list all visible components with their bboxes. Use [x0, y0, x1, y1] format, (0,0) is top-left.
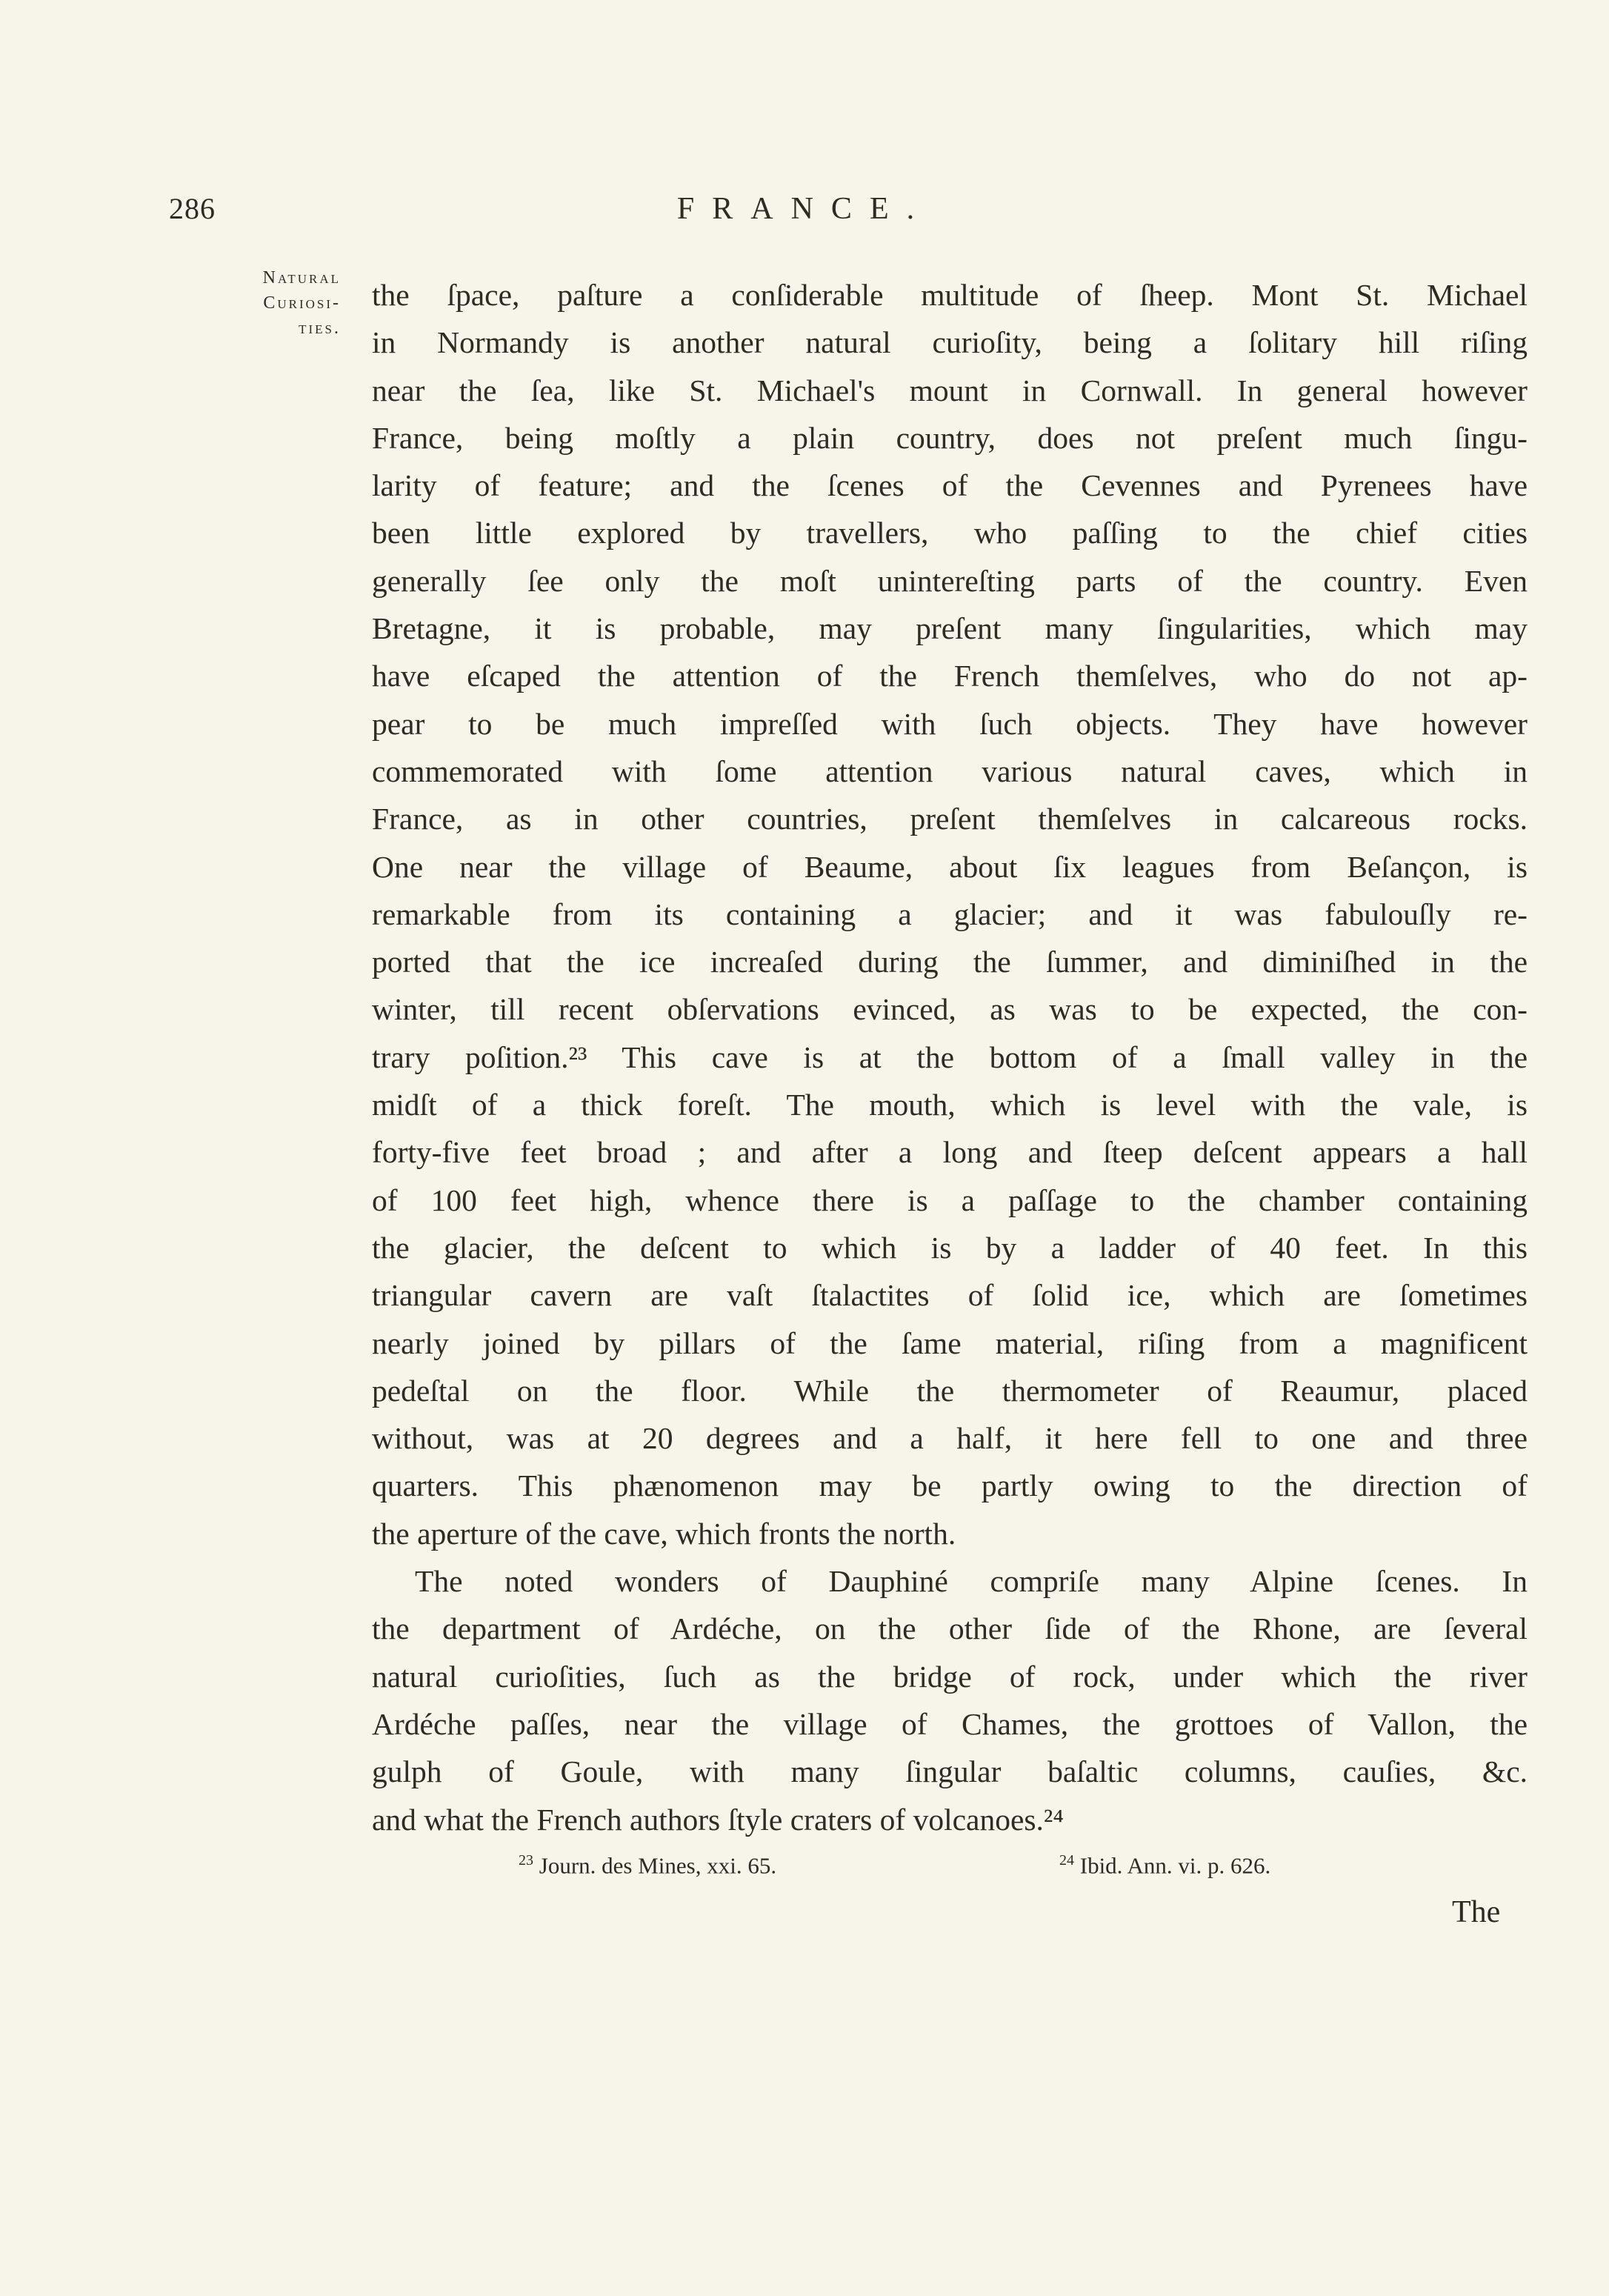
text-line: the department of Ardéche, on the other ſide of the Rhone, are ſeveral: [372, 1611, 1528, 1646]
text-line: of 100 feet high, whence there is a paſſage to the chamber containing: [372, 1182, 1528, 1217]
margin-note-line: Natural: [262, 268, 341, 287]
text-line: near the ſea, like St. Michael's mount in Cornwall. In general however: [372, 373, 1528, 407]
text-line: triangular cavern are vaſt ſtalactites of ſolid ice, which are ſometimes: [372, 1278, 1528, 1313]
text-line: quarters. This phænomenon may be partly owing to the direction of: [372, 1468, 1528, 1503]
catchword: The: [1452, 1895, 1501, 1929]
text-line: the ſpace, paſture a conſiderable multitude of ſheep. Mont St. Michael: [372, 278, 1528, 312]
text-line: The noted wonders of Dauphiné compriſe many Alpine ſcenes. In: [415, 1564, 1528, 1599]
text-line: larity of feature; and the ſcenes of the Cevennes and Pyrenees have: [372, 468, 1528, 503]
text-line: ported that the ice increaſed during the ſummer, and diminiſhed in the: [372, 945, 1528, 979]
text-line: remarkable from its containing a glacier; and it was fabulouſly re-: [372, 896, 1528, 931]
text-line: commemorated with ſome attention various natural caves, which in: [372, 753, 1528, 788]
running-title: FRANCE.: [676, 192, 933, 226]
text-line: midſt of a thick foreſt. The mouth, which is level with the vale, is: [372, 1088, 1528, 1122]
text-line: the glacier, the deſcent to which is by a ladder of 40 feet. In this: [372, 1230, 1528, 1265]
margin-note-line: ties.: [299, 319, 341, 338]
margin-note: [200, 265, 341, 341]
text-line: been little explored by travellers, who paſſing to the chief cities: [372, 516, 1528, 550]
text-line: natural curioſities, ſuch as the bridge of rock, under which the river: [372, 1659, 1528, 1694]
text-line: trary poſition.²³ This cave is at the bottom of a ſmall valley in the: [372, 1039, 1528, 1074]
text-line: nearly joined by pillars of the ſame material, riſing from a magnificent: [372, 1325, 1528, 1360]
text-line: pear to be much impreſſed with ſuch objects. They have however: [372, 706, 1528, 741]
text-line: winter, till recent obſervations evinced, as was to be expected, the con-: [372, 992, 1528, 1027]
text-line: Bretagne, it is probable, may preſent many ſingularities, which may: [372, 611, 1528, 646]
text-line: France, as in other countries, preſent themſelves in calcareous rocks.: [372, 802, 1528, 836]
text-line: gulph of Goule, with many ſingular baſaltic columns, cauſies, &c.: [372, 1754, 1528, 1789]
footnote-mark: 24: [1059, 1852, 1074, 1869]
text-line: have eſcaped the attention of the French themſelves, who do not ap-: [372, 659, 1528, 693]
text-line: generally ſee only the moſt unintereſting parts of the country. Even: [372, 563, 1528, 598]
text-line: forty-five feet broad ; and after a long and ſteep deſcent appears a hall: [372, 1135, 1528, 1170]
text-line: the aperture of the cave, which fronts the north.: [372, 1516, 956, 1551]
text-line: pedeſtal on the floor. While the thermometer of Reaumur, placed: [372, 1373, 1528, 1408]
footnote-mark: 23: [519, 1852, 533, 1869]
text-line: One near the village of Beaume, about ſix leagues from Beſançon, is: [372, 849, 1528, 884]
footnote-text: Journ. des Mines, xxi. 65.: [539, 1852, 777, 1879]
body-text: [372, 271, 1528, 1843]
text-line: France, being moſtly a plain country, does not preſent much ſingu-: [372, 420, 1528, 455]
footnote: [519, 1852, 776, 1879]
footnote-text: Ibid. Ann. vi. p. 626.: [1079, 1852, 1271, 1879]
text-line: in Normandy is another natural curioſity, being a ſolitary hill riſing: [372, 325, 1528, 360]
text-line: and what the French authors ſtyle craters of volcanoes.²⁴: [372, 1802, 1064, 1837]
footnote: [1059, 1852, 1270, 1879]
text-line: Ardéche paſſes, near the village of Chames, the grottoes of Vallon, the: [372, 1706, 1528, 1741]
margin-note-line: Curiosi-: [263, 293, 341, 313]
page-number: 286: [169, 192, 216, 225]
text-line: without, was at 20 degrees and a half, it here fell to one and three: [372, 1421, 1528, 1456]
